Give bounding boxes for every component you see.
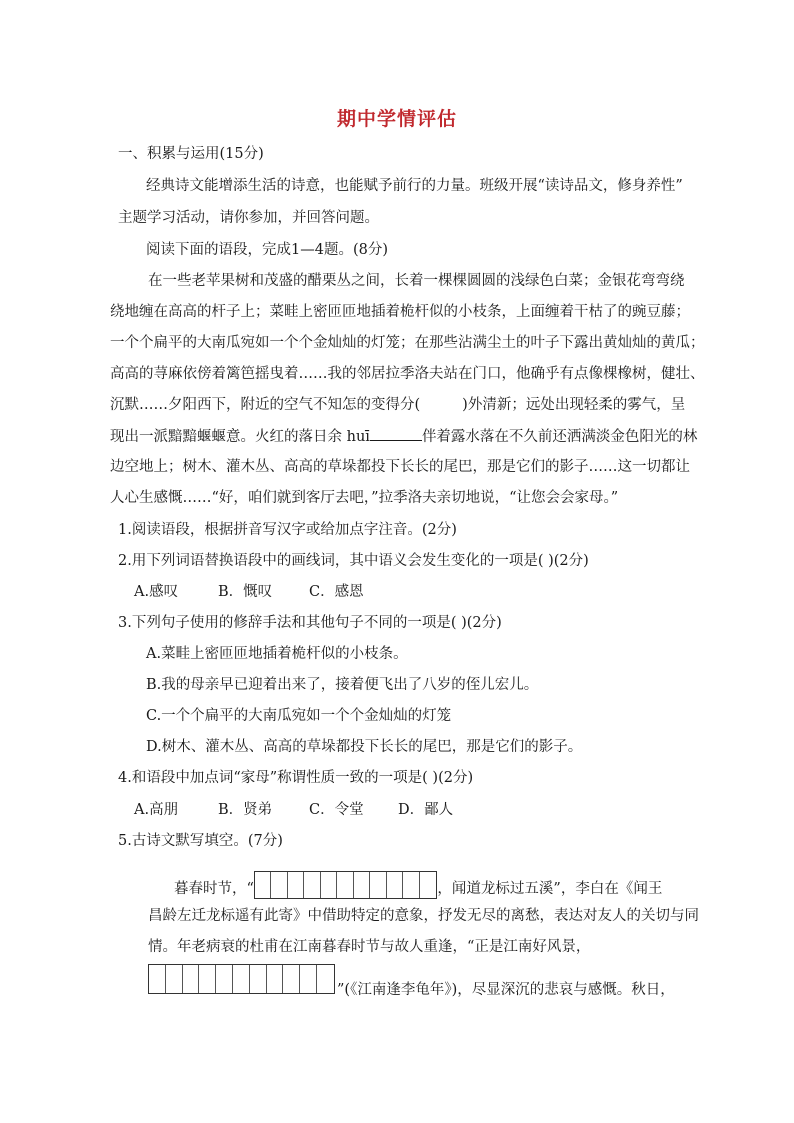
passage-text: 沉默……夕阳西下，附近的空气不知怎的变得分( xyxy=(110,397,421,413)
passage-text: 现出一派黯黯蝘蝘意。火红的落日余 huī xyxy=(110,429,370,445)
answer-grid[interactable] xyxy=(254,871,438,899)
option: C．感恩 xyxy=(309,584,364,600)
option: A.感叹 xyxy=(134,584,179,600)
section-heading: 一、积累与运用(15分) xyxy=(118,146,264,162)
question-1: 1.阅读语段，根据拼音写汉字或给加点字注音。(2分) xyxy=(118,522,457,538)
passage-line: 边空地上；树木、灌木丛、高高的草垛都投下长长的尾巴，那是它们的影子……这一切都让 xyxy=(110,459,690,475)
passage-line: 在一些老苹果树和茂盛的醋栗丛之间，长着一棵棵圆圆的浅绿色白菜；金银花弯弯绕 xyxy=(148,273,685,289)
q5-text: ，闻道龙标过五溪”，李白在《闻王 xyxy=(437,881,663,897)
question-3: 3.下列句子使用的修辞手法和其他句子不同的一项是( )(2分) xyxy=(118,615,502,631)
intro-line-2: 主题学习活动，请你参加，并回答问题。 xyxy=(118,210,379,226)
option: A.高朋 xyxy=(134,802,179,818)
passage-text: 伴着露水落在不久前还洒满淡金色阳光的林 xyxy=(421,429,698,445)
option: C．令堂 xyxy=(309,802,364,818)
option: B.我的母亲早已迎着出来了，接着便飞出了八岁的侄儿宏儿。 xyxy=(146,677,539,693)
q5-line: ”(《江南逢李龟年》)，尽显深沉的悲哀与感慨。秋日， xyxy=(337,982,675,998)
passage-line xyxy=(110,395,685,415)
question-5: 5.古诗文默写填空。(7分) xyxy=(118,833,283,849)
passage-line: 人心生感慨……“好，咱们就到客厅去吧，”拉季洛夫亲切地说，“让您会会家母。” xyxy=(110,490,619,506)
intro-line-1: 经典诗文能增添生活的诗意，也能赋予前行的力量。班级开展“读诗品文，修身养性” xyxy=(146,178,683,194)
page-title: 期中学情评估 xyxy=(336,108,457,130)
reading-instruction: 阅读下面的语段，完成1—4题。(8分) xyxy=(146,242,388,258)
fill-blank[interactable] xyxy=(370,426,422,441)
option: A.菜畦上密匝匝地插着桅杆似的小枝条。 xyxy=(146,646,408,662)
q5-line: 昌龄左迁龙标遥有此寄》中借助特定的意象，抒发无尽的离愁，表达对友人的关切与同 xyxy=(148,908,699,924)
passage-line: 绕地缠在高高的杆子上；菜畦上密匝匝地插着桅杆似的小枝条，上面缠着干枯了的豌豆藤； xyxy=(110,304,690,320)
question-4: 4.和语段中加点词“家母”称谓性质一致的一项是( )(2分) xyxy=(118,770,474,786)
passage-line: 高高的荨麻依傍着篱笆摇曳着……我的邻居拉季洛夫站在门口，他确乎有点像棵橡树，健壮、 xyxy=(110,366,705,382)
passage-line: 一个个扁平的大南瓜宛如一个个金灿灿的灯笼；在那些沾满尘土的叶子下露出黄灿灿的黄瓜； xyxy=(110,335,705,351)
option: B．慨叹 xyxy=(218,584,273,600)
option: C.一个个扁平的大南瓜宛如一个个金灿灿的灯笼 xyxy=(146,708,452,724)
passage-line xyxy=(110,426,697,447)
q5-line: 情。年老病衰的杜甫在江南暮春时节与故人重逢，“正是江南好风景， xyxy=(148,939,591,955)
question-2: 2.用下列词语替换语段中的画线词，其中语义会发生变化的一项是( )(2分) xyxy=(118,553,589,569)
q5-text: 暮春时节，“ xyxy=(174,881,254,897)
passage-text: )外清新；远处出现轻柔的雾气，呈 xyxy=(462,397,686,413)
option: D.树木、灌木丛、高高的草垛都投下长长的尾巴，那是它们的影子。 xyxy=(146,739,583,755)
q5-line xyxy=(174,875,662,903)
answer-grid[interactable] xyxy=(148,964,335,994)
option: B．贤弟 xyxy=(218,802,273,818)
option: D．鄙人 xyxy=(398,802,454,818)
